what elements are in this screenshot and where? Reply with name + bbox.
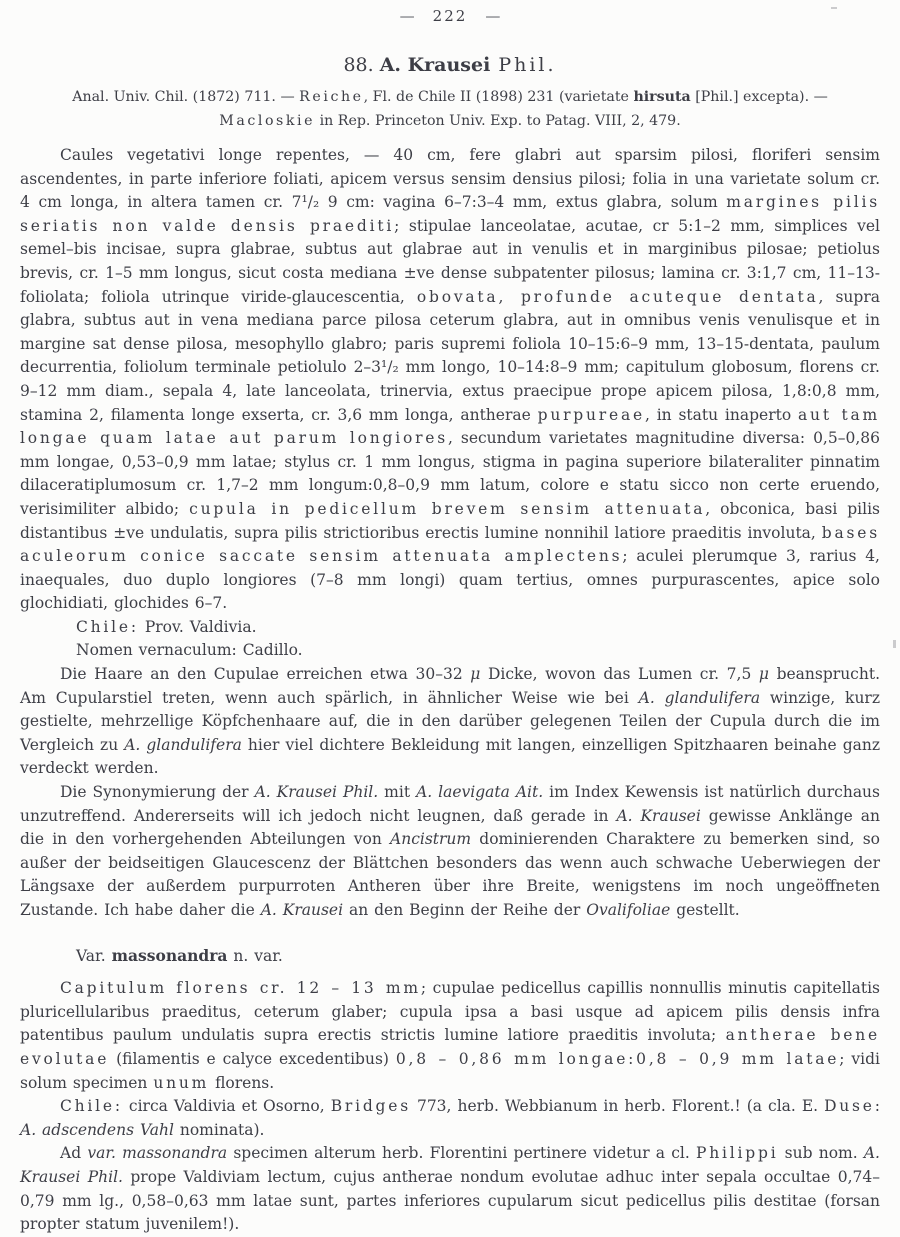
scan-artifact — [831, 7, 837, 9]
species-heading — [20, 53, 880, 77]
species-author: Phil. — [498, 54, 557, 76]
italic-text: A. adscendens Vahl — [20, 1120, 174, 1139]
italic-text: A. Krausei Phil. — [20, 1144, 880, 1186]
italic-text: A. glandulifera — [124, 735, 242, 754]
bold-text: hirsuta — [633, 89, 691, 105]
variety-locality-paragraph — [20, 1095, 880, 1142]
spaced-text: bases aculeorum conice saccate sensim attenuata amplectens — [20, 523, 880, 566]
spaced-text: Duse — [824, 1097, 875, 1116]
italic-text: Ovalifoliae — [586, 901, 671, 919]
text-run: florens. — [209, 1073, 275, 1092]
text-run: Die Synonymierung der — [60, 783, 255, 802]
scan-artifact — [893, 640, 896, 648]
text-run: (filamentis e calyce excedentibus) — [109, 1049, 396, 1068]
species-number: 88. — [343, 54, 374, 76]
text-run: hier viel dichtere Bekleidung mit langen, einzelligen Spitzhaaren beinahe ganz verdeckt werden. — [20, 735, 881, 778]
header-right-dash: — — [485, 7, 501, 25]
text-run: ; cupulae pedicellus capillis nonnullis minutis capitellatis pluricellularibus praeditus, ceterum glaber; cupula ipsa a basi usque ad apicem pilis densis infra patentibus paulum undulatis supra erectis strictis lumine latiore praeditis involuta; — [20, 979, 880, 1045]
text-run: prope Valdiviam lectum, cujus antherae nondum evolutae adhuc inter sepala occultae 0,74–0,79 mm lg., 0,58–0,63 mm latae sunt, partes inferiores cupularum sicut pedicellus pilis destitae (forsan propter statum juvenilem!). — [20, 1167, 880, 1234]
additional-specimen-paragraph — [20, 1142, 880, 1236]
spaced-text: 0,8 – 0,86 mm longae:0,8 – 0,9 mm latae — [395, 1049, 840, 1068]
spaced-text: antherae bene evolutae — [20, 1026, 880, 1068]
italic-text: μ — [470, 665, 481, 684]
locality-line — [20, 616, 880, 640]
text-run: 773, herb. Webbianum in herb. Florent.! (a cla. E. — [410, 1097, 825, 1116]
text-run: , secundum varietates magnitudine diversa: 0,5–0,86 mm longae, 0,53–0,9 mm latae; stylus cr. 1 mm longus, stigma in pagina superiore bilateraliter pinnatim dilaceratiplumosum cr. 1,7–2 mm longum:0,8–0,9 mm latum, colore e statu sicco non certe eruendo, verisimiliter albido; — [20, 429, 880, 518]
text-run: Die Haare an den Cupulae erreichen etwa 30–32 — [60, 665, 471, 684]
text-run: ; stipulae lanceolatae, acutae, cr 5:1–2 mm, simplices vel semel–bis incisae, supra glabrae, subtus aut glabrae aut in venulis et in marginibus pilosae; petiolus brevis, cr. 1–5 mm longus, sicut costa mediana ±ve dense subpatenter pilosus; lamina cr. 3:1,7 cm, 11–13-foliolata; foliola utrinque viride-glaucescentia, — [20, 216, 880, 306]
spaced-text: Chile: — [76, 617, 139, 636]
variety-heading — [20, 944, 880, 969]
text-run: [Phil.] excepta). — — [690, 89, 828, 105]
italic-text: A. glandulifera — [638, 688, 761, 707]
text-run: an den Beginn der Reihe der — [343, 901, 587, 919]
spaced-text: margines pilis seriatis non valde densis praediti — [20, 193, 880, 235]
citation-line — [20, 110, 880, 134]
text-run: Caules vegetativi longe repentes, — 40 cm, fere glabri aut sparsim pilosi, floriferi sensim ascendentes, in parte inferiore foliati, apicem versus sensim densius pilosi; folia in una varietate solum cr. 4 cm longa, in altera tamen cr. 7¹/₂ 9 cm: vagina 6–7:3–4 mm, extus glabra, solum — [20, 146, 880, 212]
text-run: Anal. Univ. Chil. (1872) 711. — — [72, 89, 300, 105]
italic-text: var. massonandra — [87, 1144, 228, 1163]
text-run: n. var. — [227, 946, 283, 965]
spaced-text: Philippi — [696, 1144, 779, 1163]
italic-text: Ancistrum — [390, 830, 472, 849]
german-note-paragraph-2 — [20, 781, 880, 923]
german-note-paragraph-1 — [20, 663, 880, 781]
text-run: : — [874, 1097, 880, 1116]
text-run: im Index Kewensis ist natürlich durchaus unzutreffend. Andererseits will ich jedoch nicht leugnen, daß gerade in — [20, 783, 880, 825]
vernacular-name-line — [20, 639, 880, 663]
latin-description-paragraph — [20, 144, 880, 616]
text-run: gewisse Anklänge an die in den vorhergehenden Abteilungen von — [20, 806, 880, 849]
spaced-text: unum — [153, 1073, 210, 1092]
text-run: winzige, kurz gestielte, mehrzellige Köpfchenhaare auf, die in den darüber gelegenen Teilen der Cupula durch die im Vergleich zu — [20, 688, 880, 754]
spaced-text: cupula in pedicellum brevem sensim attenuata — [189, 499, 706, 518]
text-run: , obconica, basi pilis distantibus ±ve undulatis, supra pilis strictioribus erectis lumine nonnihil latiore praeditis involuta, — [20, 499, 880, 542]
italic-text: A. Krausei Phil. — [254, 783, 379, 802]
spaced-text: Reiche — [299, 89, 364, 105]
italic-text: A. Krausei — [616, 806, 701, 825]
text-run: dominierenden Charaktere zu bemerken sind, so außer der beidseitigen Glaucescenz der Blättchen besonders das wenn auch schwache Ueberwiegen der Längsaxe der außerdem purpurroten Antheren über ihre Breite, wenigstens im noch ungeöffneten Zustande. Ich habe daher die — [20, 830, 880, 919]
text-run: circa Valdivia et Osorno, — [122, 1097, 331, 1116]
text-run: , Fl. de Chile II (1898) 231 (varietate — [363, 89, 634, 105]
page-header — [20, 6, 880, 26]
italic-text: μ — [758, 665, 769, 684]
spaced-text: obovata, profunde acuteque dentata — [416, 287, 819, 306]
spaced-text: Capitulum florens cr. 12 – 13 mm — [60, 979, 421, 998]
text-run: mit — [378, 783, 417, 802]
spaced-text: aut tam longae quam latae aut parum longiores — [20, 405, 880, 448]
spaced-text: Macloskie — [219, 112, 316, 129]
header-left-dash: — — [399, 7, 415, 25]
text-run: Ad — [60, 1144, 88, 1163]
text-run: ; vidi solum specimen — [20, 1049, 880, 1092]
text-run: Prov. Valdivia. — [138, 617, 257, 636]
text-run: nominata). — [173, 1120, 265, 1139]
text-run: gestellt. — [670, 901, 740, 919]
text-run: in Rep. Princeton Univ. Exp. to Patag. VIII, 2, 479. — [315, 112, 681, 129]
page-number: 222 — [432, 7, 468, 25]
spaced-text: Bridges — [330, 1097, 411, 1116]
variety-description-paragraph — [20, 977, 880, 1095]
text-run: ; aculei plerumque 3, rarius 4, inaequales, duo duplo longiores (7–8 mm longi) quam tertius, omnes purpurascentes, apice solo glochidiati, glochides 6–7. — [20, 547, 880, 613]
species-name: A. Krausei — [379, 54, 491, 76]
text-run: Nomen vernaculum: Cadillo. — [76, 641, 303, 660]
text-run: , in statu inaperto — [644, 405, 799, 424]
citation-block — [20, 86, 880, 133]
spaced-text: purpureae — [537, 405, 645, 424]
text-body — [20, 144, 880, 1237]
citation-line — [20, 86, 880, 110]
text-run: Dicke, wovon das Lumen cr. 7,5 — [480, 665, 759, 684]
italic-text: A. Krausei — [260, 901, 344, 919]
italic-text: A. laevigata Ait. — [416, 783, 544, 802]
text-run: , supra glabra, subtus aut in vena mediana parce pilosa ceterum glabra, aut in omnibus venis venulisque et in margine sat dense pilosa, mesophyllo glabro; paris supremi foliola 10–15:6–9 mm, 13–15-dentata, paulum decurrentia, foliolum terminale petiolulo 2–3¹/₂ mm longo, 10–14:8–9 mm; capitulum globosum, florens cr. 9–12 mm diam., sepala 4, late lanceolata, trinervia, extus praecipue prope apicem pilosa, 1,8:0,8 mm, stamina 2, filamenta longe exserta, cr. 3,6 mm longa, antherae — [20, 287, 880, 424]
bold-text: massonandra — [111, 945, 228, 965]
spaced-text: Chile: — [60, 1097, 123, 1116]
text-run: specimen alterum herb. Florentini pertinere videtur a cl. — [227, 1144, 697, 1163]
text-run: beansprucht. Am Cupularstiel treten, wenn auch spärlich, in ähnlicher Weise wie bei — [20, 665, 880, 707]
text-run: Var. — [76, 946, 112, 965]
text-run: sub nom. — [778, 1144, 864, 1163]
